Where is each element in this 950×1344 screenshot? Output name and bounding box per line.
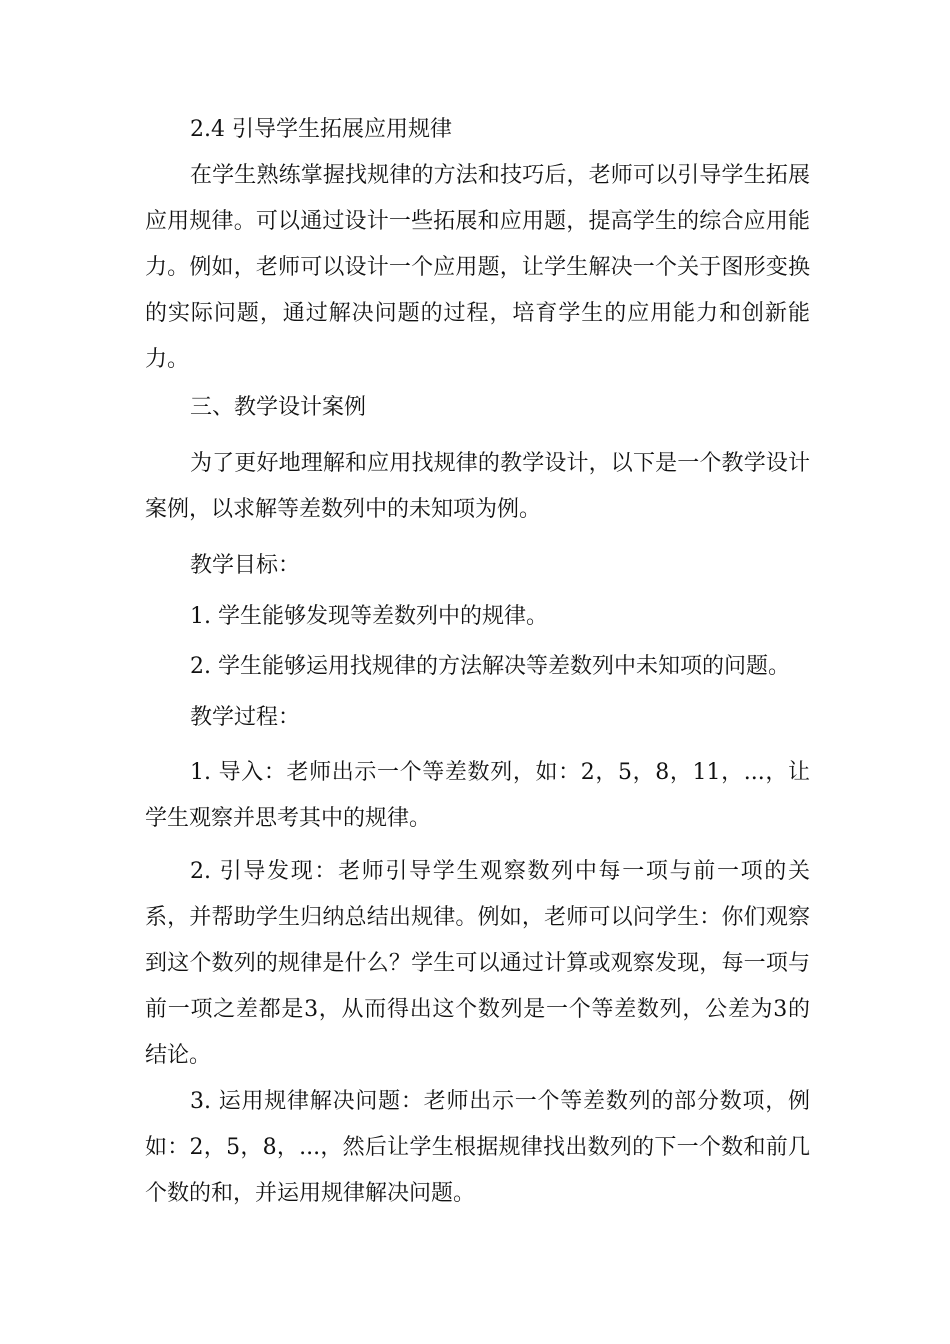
section-heading-3: 三、教学设计案例 bbox=[190, 395, 367, 420]
process-step-2: 2. 引导发现：老师引导学生观察数列中每一项与前一项的关系，并帮助学生归纳总结出规律。例如，老师可以问学生：你们观察到这个数列的规律是什么？学生可以通过计算或观察发现，每一项与前一项之差都是3，从而得出这个数列是一个等差数列，公差为3的结论。 bbox=[145, 859, 810, 1068]
goal-item-1: 1. 学生能够发现等差数列中的规律。 bbox=[190, 604, 548, 629]
goal-item-2: 2. 学生能够运用找规律的方法解决等差数列中未知项的问题。 bbox=[190, 654, 790, 679]
section-heading-2-4: 2.4 引导学生拓展应用规律 bbox=[190, 117, 452, 142]
process-step-3: 3. 运用规律解决问题：老师出示一个等差数列的部分数项，例如：2，5，8，...，然后让学生根据规律找出数列的下一个数和前几个数的和，并运用规律解决问题。 bbox=[145, 1089, 810, 1206]
teaching-goals-heading: 教学目标： bbox=[190, 553, 301, 578]
teaching-process-heading: 教学过程： bbox=[190, 705, 301, 730]
paragraph-case-intro: 为了更好地理解和应用找规律的教学设计，以下是一个教学设计案例，以求解等差数列中的未知项为例。 bbox=[145, 451, 810, 522]
paragraph-extend-application: 在学生熟练掌握找规律的方法和技巧后，老师可以引导学生拓展应用规律。可以通过设计一些拓展和应用题，提高学生的综合应用能力。例如，老师可以设计一个应用题，让学生解决一个关于图形变换的实际问题，通过解决问题的过程，培育学生的应用能力和创新能力。 bbox=[145, 163, 810, 372]
process-step-1: 1. 导入：老师出示一个等差数列，如：2，5，8，11，...，让学生观察并思考其中的规律。 bbox=[145, 760, 810, 831]
